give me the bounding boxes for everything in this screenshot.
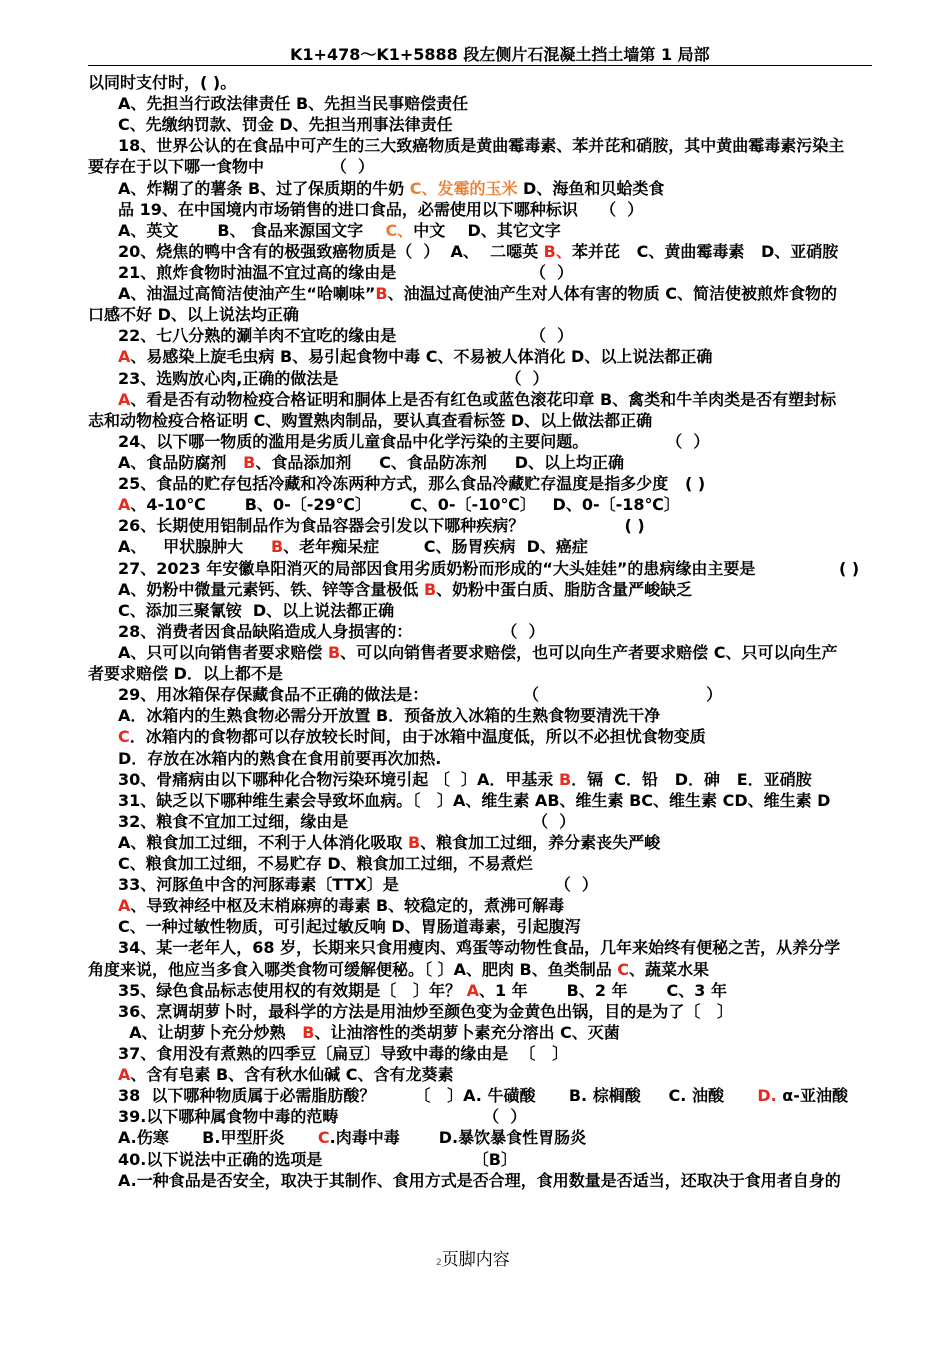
page-footer [436, 1249, 510, 1274]
line-text: A、只可以向销售者要求赔偿 [118, 642, 328, 662]
line-text: 、油温过高使油产生对人体有害的物质 C、简洁使被煎炸食物的 [387, 284, 837, 304]
line-text: ．镉 C．铅 D．砷 E．亚硝胺 [571, 769, 812, 789]
line-text: 中文 D、其它文字 [413, 220, 561, 240]
line-text: A、让胡萝卜充分炒熟 [118, 1022, 303, 1042]
text-line [88, 1149, 872, 1170]
line-text: 23、选购放心肉,正确的做法是 （ ） [118, 368, 549, 388]
text-line [88, 473, 872, 494]
answer-highlight: B [302, 1022, 315, 1042]
text-line [88, 325, 872, 346]
text-line [88, 600, 872, 621]
text-line [88, 1022, 872, 1043]
line-text: 26、长期使用铝制品作为食品容器会引发以下哪种疾病？ ( ) [118, 516, 645, 536]
text-line [88, 916, 872, 937]
text-line [88, 769, 872, 790]
text-line [88, 621, 872, 642]
line-text: 20、烧焦的鸭中含有的极强致癌物质是（ ） A、 二噁英 [118, 241, 544, 261]
line-text: 、让油溶性的类胡萝卜素充分溶出 C、灭菌 [314, 1022, 620, 1042]
answer-highlight: A [118, 1065, 131, 1085]
line-text: 34、某一老年人，68 岁，长期来只食用瘦肉、鸡蛋等动物性食品，几年来始终有便秘之苦，从养分学 [118, 938, 841, 958]
text-line [88, 515, 872, 536]
answer-highlight: C [317, 1128, 330, 1148]
answer-highlight: C、 [385, 220, 414, 240]
text-line [88, 726, 872, 747]
text-line [88, 937, 872, 958]
text-line [88, 178, 872, 199]
text-line [88, 558, 872, 579]
line-text: 38 以下哪种物质属于必需脂肪酸？ 〔 〕A. 牛磺酸 B. 棕榈酸 C. 油酸 [118, 1086, 758, 1106]
answer-highlight: B [243, 452, 256, 472]
text-line [88, 368, 872, 389]
line-text: 39.以下哪种属食物中毒的范畴 （ ） [118, 1107, 527, 1127]
answer-highlight: C、发霉的玉米 [409, 178, 518, 198]
line-text: 32、粮食不宜加工过细，缘由是 （ ） [118, 811, 576, 831]
line-text: 33、河豚鱼中含的河豚毒素〔TTX〕是 （ ） [118, 875, 598, 895]
text-line [88, 220, 872, 241]
answer-highlight: A [118, 896, 131, 916]
line-text: 、导致神经中枢及末梢麻痹的毒素 B、较稳定的，煮沸可解毒 [130, 896, 565, 916]
line-text: 22、七八分熟的涮羊肉不宜吃的缘由是 （ ） [118, 326, 574, 346]
footer-text: 页脚内容 [441, 1250, 510, 1270]
line-text: 、可以向销售者要求赔偿，也可以向生产者要求赔偿 C、只可以向生产 [340, 642, 838, 662]
document-body [88, 72, 872, 1191]
line-text: 24、以下哪一物质的滥用是劣质儿童食品中化学污染的主要问题。 （ ） [118, 431, 710, 451]
text-line [88, 72, 872, 93]
line-text: 36、烹调胡萝卜时，最科学的方法是用油炒至颜色变为金黄色出锅，目的是为了〔 〕 [118, 1001, 733, 1021]
line-text: C、一种过敏性物质，可引起过敏反响 D、胃肠道毒素，引起腹泻 [118, 917, 581, 937]
text-line [88, 346, 872, 367]
line-text: 、蔬菜水果 [629, 959, 710, 979]
line-text: 35、绿色食品标志使用权的有效期是〔 〕年？ [118, 980, 467, 1000]
text-line [88, 1001, 872, 1022]
answer-highlight: A [118, 495, 131, 515]
answer-highlight: B [423, 579, 437, 599]
text-line [88, 705, 872, 726]
text-line [88, 790, 872, 811]
answer-highlight: B [375, 284, 388, 304]
answer-highlight: B [327, 642, 341, 662]
line-text: 角度来说，他应当多食入哪类食物可缓解便秘。〔 〕A、肥肉 B、鱼类制品 [88, 959, 618, 979]
text-line [88, 895, 872, 916]
text-line [88, 874, 872, 895]
line-text: A．冰箱内的生熟食物必需分开放置 B．预备放入冰箱的生熟食物要清洗干净 [118, 706, 661, 726]
line-text: 志和动物检疫合格证明 C、购置熟肉制品，要认真查看标签 D、以上做法都正确 [88, 410, 653, 430]
answer-highlight: D. [757, 1086, 777, 1106]
line-text: A、先担当行政法律责任 B、先担当民事赔偿责任 [118, 94, 469, 114]
header-rule [88, 65, 872, 66]
answer-highlight: B [407, 832, 421, 852]
answer-highlight: B、 [543, 241, 572, 261]
line-text: A、奶粉中微量元素钙、铁、锌等含量极低 [118, 579, 424, 599]
text-line [88, 642, 872, 663]
text-line [88, 811, 872, 832]
text-line [88, 431, 872, 452]
text-line [88, 1043, 872, 1064]
answer-highlight: C [617, 959, 630, 979]
line-text: 、食品添加剂 C、食品防冻剂 D、以上均正确 [255, 452, 625, 472]
text-line [88, 959, 872, 980]
line-text: A、 甲状腺肿大 [118, 537, 271, 557]
text-line [88, 748, 872, 769]
line-text: 31、缺乏以下哪种维生素会导致坏血病。〔 〕A、维生素 AB、维生素 BC、维生素 CD、维生素 D [118, 790, 831, 810]
text-line [88, 980, 872, 1001]
line-text: C、粮食加工过细，不易贮存 D、粮食加工过细，不易煮烂 [118, 854, 533, 874]
text-line [88, 135, 872, 156]
line-text: A、食品防腐剂 [118, 452, 244, 472]
line-text: A、英文 B、 食品来源国文字 [118, 220, 386, 240]
answer-highlight: A [118, 389, 131, 409]
page-header-title: K1+478～K1+5888 段左侧片石混凝土挡土墙第 1 局部 [290, 45, 710, 64]
text-line [88, 262, 872, 283]
answer-highlight: B [558, 769, 572, 789]
line-text: 27、2023 年安徽阜阳消灭的局部因食用劣质奶粉而形成的“大头娃娃”的患病缘由主要是 ( ) [118, 558, 860, 578]
text-line [88, 579, 872, 600]
line-text: 40.以下说法中正确的选项是 〔B〕 [118, 1149, 517, 1169]
text-line [88, 241, 872, 262]
text-line [88, 1106, 872, 1127]
text-line [88, 304, 872, 325]
line-text: 29、用冰箱保存保藏食品不正确的做法是： （ ） [118, 685, 723, 705]
text-line [88, 156, 872, 177]
text-line [88, 410, 872, 431]
text-line [88, 93, 872, 114]
line-text: 以同时支付时，( )。 [88, 73, 237, 92]
line-text: 苯并芘 C、黄曲霉毒素 D、亚硝胺 [571, 241, 839, 261]
text-line [88, 283, 872, 304]
text-line [88, 536, 872, 557]
text-line [88, 389, 872, 410]
text-line [88, 684, 872, 705]
line-text: 品 19、在中国境内市场销售的进口食品，必需使用以下哪种标识 （ ） [118, 199, 644, 219]
line-text: 、看是否有动物检疫合格证明和胴体上是否有红色或蓝色滚花印章 B、禽类和牛羊肉类是否有塑封标 [130, 389, 837, 409]
line-text: 18、世界公认的在食品中可产生的三大致癌物质是黄曲霉毒素、苯并芘和硝胺，其中黄曲霉毒素污染主 [118, 136, 845, 156]
text-line [88, 832, 872, 853]
line-text: 、易感染上旋毛虫病 B、易引起食物中毒 C、不易被人体消化 D、以上说法都正确 [130, 347, 713, 367]
line-text: 30、骨痛病由以下哪种化合物污染环境引起 〔 〕A．甲基汞 [118, 769, 559, 789]
line-text: 、奶粉中蛋白质、脂肪含量严峻缺乏 [436, 579, 693, 599]
answer-highlight: C [118, 727, 130, 747]
line-text: 、粮食加工过细，养分素丧失严峻 [420, 832, 661, 852]
line-text: A.伤寒 B.甲型肝炎 [118, 1128, 318, 1148]
footer-page-number: 2 [436, 1258, 442, 1268]
line-text: 25、食品的贮存包括冷藏和冷冻两种方式，那么食品冷藏贮存温度是指多少度 ( ) [118, 474, 706, 494]
line-text: 、含有皂素 B、含有秋水仙碱 C、含有龙葵素 [130, 1065, 454, 1085]
text-line [88, 1127, 872, 1148]
answer-highlight: A [466, 980, 479, 1000]
line-text: 21、煎炸食物时油温不宜过高的缘由是 （ ） [118, 262, 574, 282]
text-line [88, 199, 872, 220]
text-line [88, 452, 872, 473]
line-text: α-亚油酸 [776, 1086, 848, 1106]
line-text: ．冰箱内的食物都可以存放较长时间，由于冰箱中温度低，所以不必担忧食物变质 [129, 727, 706, 747]
text-line [88, 853, 872, 874]
line-text: 28、消费者因食品缺陷造成人身损害的： （ ） [118, 621, 545, 641]
text-line [88, 1170, 872, 1191]
line-text: A.一种食品是否安全，取决于其制作、食用方式是否合理，食用数量是否适当，还取决于食用者自身的 [118, 1170, 841, 1190]
line-text: A、粮食加工过细，不利于人体消化吸取 [118, 832, 408, 852]
line-text: 者要求赔偿 D．以上都不是 [88, 664, 283, 684]
line-text: 、1 年 B、2 年 C、3 年 [478, 980, 727, 1000]
line-text: D．存放在冰箱内的熟食在食用前要再次加热. [118, 748, 442, 768]
line-text: 37、食用没有煮熟的四季豆〔扁豆〕导致中毒的缘由是 〔 〕 [118, 1044, 569, 1064]
text-line [88, 1085, 872, 1106]
line-text: D、海鱼和贝蛤类食 [517, 178, 665, 198]
text-line [88, 1064, 872, 1085]
line-text: C、先缴纳罚款、罚金 D、先担当刑事法律责任 [118, 115, 453, 135]
line-text: 、老年痴呆症 C、肠胃疾病 D、癌症 [283, 537, 588, 557]
answer-highlight: B [270, 537, 284, 557]
text-line [88, 114, 872, 135]
text-line [88, 494, 872, 515]
text-line [88, 663, 872, 684]
line-text: 口感不好 D、以上说法均正确 [88, 305, 299, 325]
answer-highlight: A [118, 347, 131, 367]
line-text: A、油温过高简洁使油产生“哈喇味” [118, 284, 376, 304]
line-text: .肉毒中毒 D.暴饮暴食性胃肠炎 [329, 1128, 587, 1148]
line-text: 、4-10℃ B、0-〔-29℃〕 C、0-〔-10℃〕 D、0-〔-18℃〕 [130, 495, 680, 515]
line-text: A、炸糊了的薯条 B、过了保质期的牛奶 [118, 178, 410, 198]
line-text: C、添加三聚氰铵 D、以上说法都正确 [118, 600, 395, 620]
line-text: 要存在于以下哪一食物中 （ ） [88, 157, 374, 177]
